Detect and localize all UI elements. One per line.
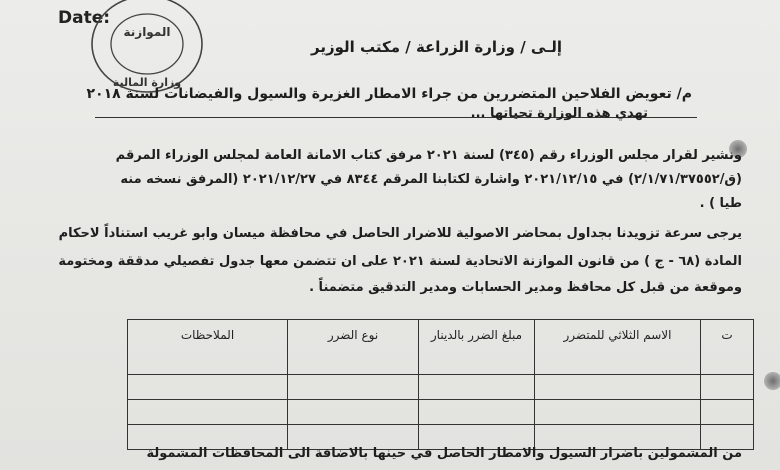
table-cell [535, 375, 701, 400]
body-line-4: يرجى سرعة تزويدنا بجداول بمحاضر الاصولية للاضرار الحاصل في محافظة ميسان وابو غريب استناداً لاحكام [58, 226, 742, 241]
stamp-text-outer: وزارة المالية [112, 76, 182, 89]
table-cell [128, 375, 288, 400]
col-header-notes: الملاحظات [128, 320, 288, 375]
body-line-2: (ق/٢/١/٧١/٣٧٥٥٢) في ٢٠٢١/١٢/١٥ واشارة لكتابنا المرقم ٨٣٤٤ في ٢٠٢١/١٢/٢٧ (المرفق نسخه منه [120, 172, 742, 187]
table-row [128, 400, 754, 425]
table-cell [128, 400, 288, 425]
table-cell [701, 375, 754, 400]
body-line-3: طيا ) . [699, 196, 742, 211]
subject-line: م/ تعويض الفلاحين المتضررين من جراء الامطار الغزيرة والسيول والفيضانات لسنة ٢٠١٨ [86, 86, 692, 102]
punch-hole-bottom [764, 372, 780, 390]
table-cell [419, 400, 535, 425]
date-label: Date: [58, 8, 111, 28]
table-cell [419, 375, 535, 400]
ministry-stamp [88, 0, 206, 96]
table-cell [288, 400, 419, 425]
body-line-1: ونشير لقرار مجلس الوزراء رقم (٣٤٥) لسنة ٢٠٢١ مرفق كتاب الامانة العامة لمجلس الوزراء المرقم [115, 148, 742, 163]
recipient-line: إلـى / وزارة الزراعة / مكتب الوزير [311, 38, 562, 56]
col-header-amount: مبلغ الضرر بالدينار [419, 320, 535, 375]
col-header-damage-type: نوع الضرر [288, 320, 419, 375]
stamp-text-inner: الموازنة [123, 25, 171, 39]
footer-line: من المشمولين باضرار السيول والامطار الحاصل في حينها بالاضافة الى المحافظات المشمولة [146, 446, 742, 461]
table-cell [535, 400, 701, 425]
body-line-5: المادة (٦٨ - ج ) من قانون الموازنة الاتحادية لسنة ٢٠٢١ على ان تتضمن معها جدول تفصيلي مدققة ومختومة [58, 254, 742, 269]
greeting-line: تهدي هذه الوزارة تحياتها ... [470, 106, 648, 121]
col-header-name: الاسم الثلاثي للمتضرر [535, 320, 701, 375]
col-header-number: ت [701, 320, 754, 375]
damage-table [127, 319, 754, 450]
table-row [128, 375, 754, 400]
body-line-6: وموقعة من قبل كل محافظ ومدير الحسابات ومدير التدقيق متضمناً . [309, 280, 742, 295]
table-header-row [128, 320, 754, 375]
table-cell [288, 375, 419, 400]
table-cell [701, 400, 754, 425]
